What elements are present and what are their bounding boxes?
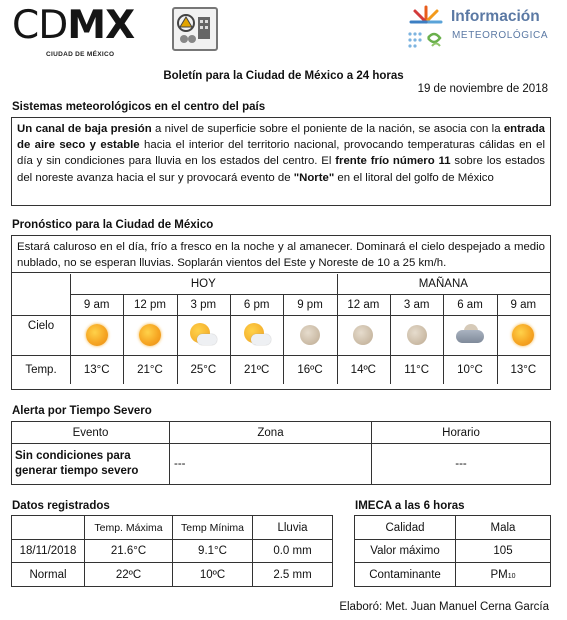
forecast-hour: 9 pm <box>297 298 323 311</box>
cloudy-night-icon <box>454 324 486 346</box>
forecast-hour: 3 am <box>403 298 430 311</box>
sun-icon <box>512 324 534 346</box>
recorded-cell: 10ºC <box>199 568 226 581</box>
recorded-col-max: Temp. Máxima <box>94 521 163 534</box>
forecast-sky-cell <box>337 315 390 355</box>
partly-cloudy-icon <box>188 323 218 347</box>
sun-icon <box>139 324 161 346</box>
synoptic-text-run: hacia el interior del territorio nacional, provocando temperaturas cálidas en el día y sin condiciones para lluvia en los estados del centro. El <box>17 139 545 168</box>
partly-cloudy-icon <box>242 323 272 347</box>
forecast-sky-cell <box>70 315 123 355</box>
author-credit: Elaboró: Met. Juan Manuel Cerna García <box>339 601 549 613</box>
synoptic-text <box>11 117 551 206</box>
forecast-temp: 14ºC <box>350 363 376 376</box>
imeca-value: 105 <box>493 545 513 557</box>
synoptic-highlight: Un canal de baja presión <box>17 123 152 135</box>
forecast-temp: 25°C <box>190 363 217 376</box>
forecast-sky-cell <box>123 315 176 355</box>
weather-pinwheel-icon <box>404 4 448 54</box>
recorded-heading: Datos registrados <box>12 500 110 512</box>
cdmx-logo-text-thin: CD <box>12 3 68 48</box>
imeca-pollutant <box>456 563 550 586</box>
forecast-temp: 13°C <box>83 363 110 376</box>
forecast-hour: 3 pm <box>190 298 217 311</box>
forecast-temp: 16ºC <box>297 363 323 376</box>
cdmx-logo <box>12 3 167 58</box>
bulletin-title: Boletín para la Ciudad de México a 24 horas <box>163 70 404 82</box>
recorded-cell: 9.1°C <box>198 545 227 557</box>
synoptic-highlight: "Norte" <box>293 171 335 184</box>
imeca-label: Calidad <box>385 521 425 534</box>
forecast-text: Estará caluroso en el día, frío a fresco en la noche y al amanecer. Dominará el cielo despejado a medio nublado, no se esperan lluvias. Soplarán vientos del Este y Noreste de 10 a 25 km/h. <box>12 236 550 273</box>
forecast-hour: 6 am <box>457 298 483 311</box>
cdmx-logo-text-bold: MX <box>67 3 135 48</box>
recorded-cell: 21.6°C <box>110 545 147 557</box>
recorded-col-min: Temp Mínima <box>180 521 244 534</box>
forecast-sky-cell <box>497 315 550 355</box>
forecast-sky-cell <box>230 315 283 355</box>
info-logo-title: Información <box>451 8 540 25</box>
forecast-hour: 9 am <box>83 298 110 311</box>
imeca-value: Mala <box>490 521 516 534</box>
imeca-label: Contaminante <box>369 568 441 581</box>
severe-table <box>11 421 551 485</box>
recorded-table <box>11 515 333 587</box>
synoptic-text-run: sobre los estados del noreste avanza hacia el sur y provocará evento de <box>17 155 545 184</box>
severe-schedule: --- <box>455 458 467 470</box>
severe-heading: Alerta por Tiempo Severo <box>12 405 152 417</box>
synoptic-text-run: en el litoral del golfo de México <box>334 171 494 184</box>
cdmx-logo-subtitle: CIUDAD DE MÉXICO <box>46 51 115 58</box>
recorded-col-rain: Lluvia <box>277 521 308 534</box>
forecast-group-today: HOY <box>190 278 216 290</box>
forecast-heading: Pronóstico para la Ciudad de México <box>12 219 214 231</box>
recorded-cell: 0.0 mm <box>273 545 312 557</box>
forecast-temp: 11°C <box>404 363 430 376</box>
synoptic-heading: Sistemas meteorológicos en el centro del país <box>12 101 266 113</box>
info-meteorologica-logo <box>404 4 554 56</box>
moon-icon <box>407 325 427 345</box>
severe-col-schedule: Horario <box>442 426 480 439</box>
forecast-temp: 10°C <box>457 363 483 376</box>
recorded-cell: 22ºC <box>115 568 142 581</box>
forecast-row-sky: Cielo <box>27 320 55 332</box>
imeca-pollutant-sub: 10 <box>507 573 516 580</box>
severe-col-zone: Zona <box>257 426 284 439</box>
forecast-sky-cell <box>177 315 230 355</box>
forecast-hour: 12 am <box>347 298 380 311</box>
forecast-temp: 13°C <box>510 363 537 376</box>
forecast-hour: 12 pm <box>134 298 166 311</box>
recorded-cell: 2.5 mm <box>273 568 312 581</box>
forecast-hour: 6 pm <box>243 298 270 311</box>
forecast-sky-cell <box>443 315 496 355</box>
moon-icon <box>353 325 373 345</box>
info-logo-subtitle: METEOROLÓGICA <box>452 30 549 41</box>
imeca-label: Valor máximo <box>370 545 440 557</box>
forecast-temp: 21°C <box>137 363 163 376</box>
forecast-temp: 21ºC <box>244 363 270 376</box>
sun-icon <box>86 324 108 346</box>
severe-zone: --- <box>174 458 186 470</box>
cdmx-logo-text <box>12 3 135 48</box>
imeca-table <box>354 515 551 587</box>
bulletin-date: 19 de noviembre de 2018 <box>417 83 548 95</box>
forecast-sky-cell <box>283 315 336 355</box>
synoptic-highlight: entrada de aire seco y estable <box>17 123 545 152</box>
severe-event: Sin condiciones para generar tiempo severo <box>15 450 139 477</box>
moon-icon <box>300 325 320 345</box>
forecast-hour: 9 am <box>510 298 537 311</box>
civil-protection-badge-icon <box>172 7 218 51</box>
synoptic-text-run: a nivel de superficie sobre el poniente de la nación, se asocia con la <box>151 123 504 135</box>
forecast-table <box>11 235 551 390</box>
imeca-pollutant-name: PM <box>490 568 508 581</box>
recorded-row-label: Normal <box>29 568 67 581</box>
forecast-group-tomorrow: MAÑANA <box>418 278 468 290</box>
severe-col-event: Evento <box>72 426 109 439</box>
forecast-row-temp: Temp. <box>25 363 57 376</box>
imeca-heading: IMECA a las 6 horas <box>355 500 465 512</box>
synoptic-highlight: frente frío número 11 <box>335 155 451 168</box>
recorded-row-label: 18/11/2018 <box>19 545 77 557</box>
forecast-sky-cell <box>390 315 443 355</box>
